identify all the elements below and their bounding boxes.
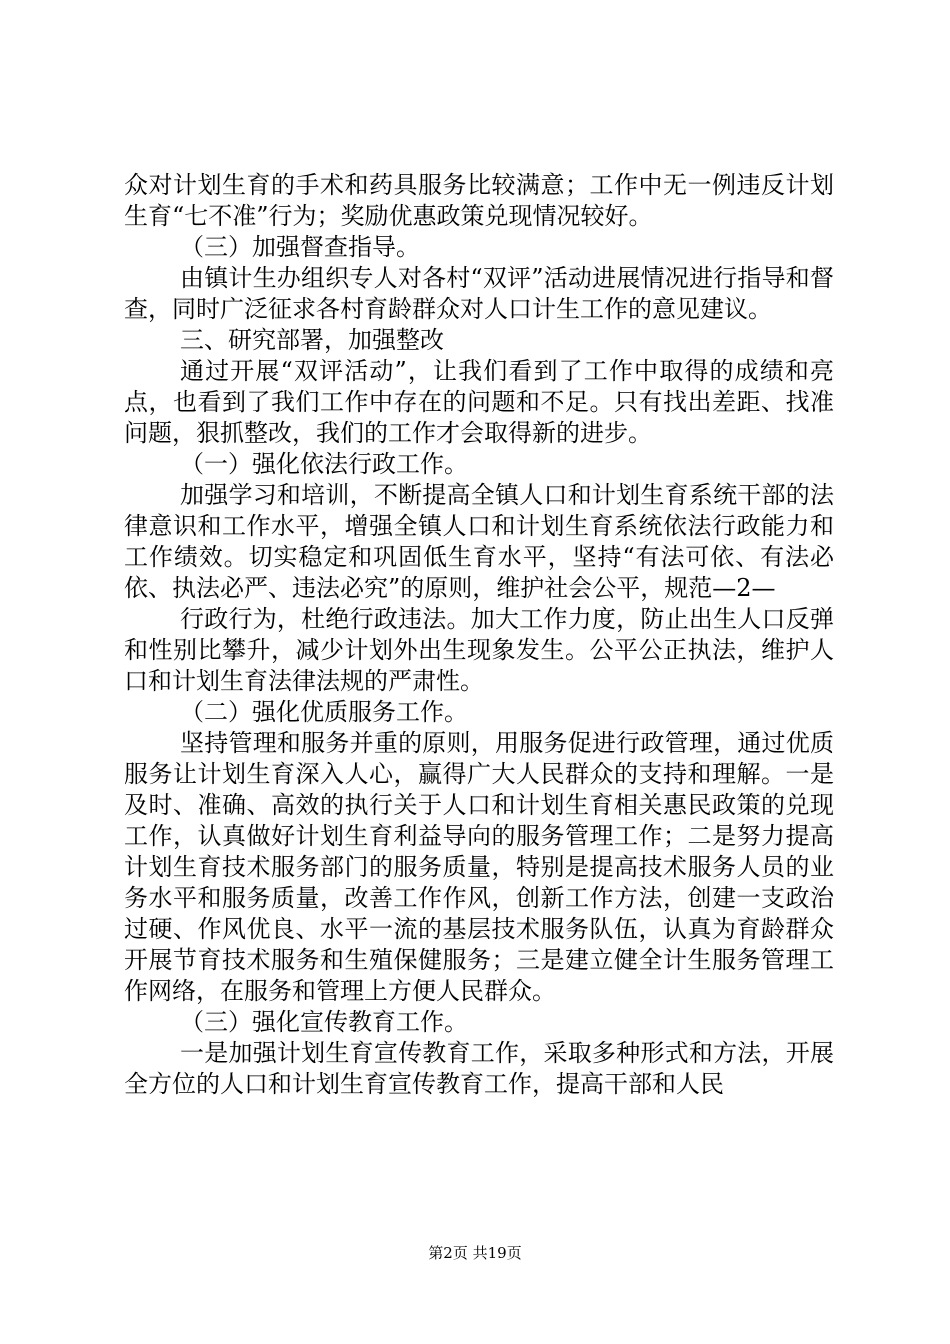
paragraph-5: 行政行为，杜绝行政违法。加大工作力度，防止出生人口反弹和性别比攀升，减少计划外出生现象发生。公平公正执法，维护人口和计划生育法律法规的严肃性。	[124, 605, 834, 695]
paragraph-7: 一是加强计划生育宣传教育工作，采取多种形式和方法，开展全方位的人口和计划生育宣传教育工作，提高干部和人民	[124, 1039, 834, 1098]
paragraph-2: 由镇计生办组织专人对各村“双评”活动进展情况进行指导和督查，同时广泛征求各村育龄群众对人口计生工作的意见建议。	[124, 264, 834, 323]
section-heading-3-supervision: （三）加强督查指导。	[180, 233, 420, 261]
document-body	[124, 170, 834, 1100]
paragraph-3: 通过开展“双评活动”，让我们看到了工作中取得的成绩和亮点，也看到了我们工作中存在的问题和不足。只有找出差距、找准问题，狠抓整改，我们的工作才会取得新的进步。	[124, 357, 834, 447]
paragraph-4: 加强学习和培训，不断提高全镇人口和计划生育系统干部的法律意识和工作水平，增强全镇人口和计划生育系统依法行政能力和工作绩效。切实稳定和巩固低生育水平，坚持“有法可依、有法必依、执法必严、违法必究”的原则，维护社会公平，规范—2—	[124, 481, 834, 602]
paragraph-1: 众对计划生育的手术和药具服务比较满意；工作中无一例违反计划生育“七不准”行为；奖励优惠政策兑现情况较好。	[124, 171, 834, 230]
section-heading-three-research: 三、研究部署，加强整改	[180, 326, 444, 354]
page-footer: 第2页 共19页	[428, 1244, 522, 1262]
section-heading-3-education: （三）强化宣传教育工作。	[180, 1008, 468, 1036]
section-heading-2-service: （二）强化优质服务工作。	[180, 698, 468, 726]
section-heading-1-law: （一）强化依法行政工作。	[180, 450, 468, 478]
paragraph-6: 坚持管理和服务并重的原则，用服务促进行政管理，通过优质服务让计划生育深入人心，赢得广大人民群众的支持和理解。一是及时、准确、高效的执行关于人口和计划生育相关惠民政策的兑现工作，认真做好计划生育利益导向的服务管理工作；二是努力提高计划生育技术服务部门的服务质量，特别是提高技术服务人员的业务水平和服务质量，改善工作作风，创新工作方法，创建一支政治过硬、作风优良、水平一流的基层技术服务队伍，认真为育龄群众开展节育技术服务和生殖保健服务；三是建立健全计生服务管理工作网络，在服务和管理上方便人民群众。	[124, 729, 834, 1005]
